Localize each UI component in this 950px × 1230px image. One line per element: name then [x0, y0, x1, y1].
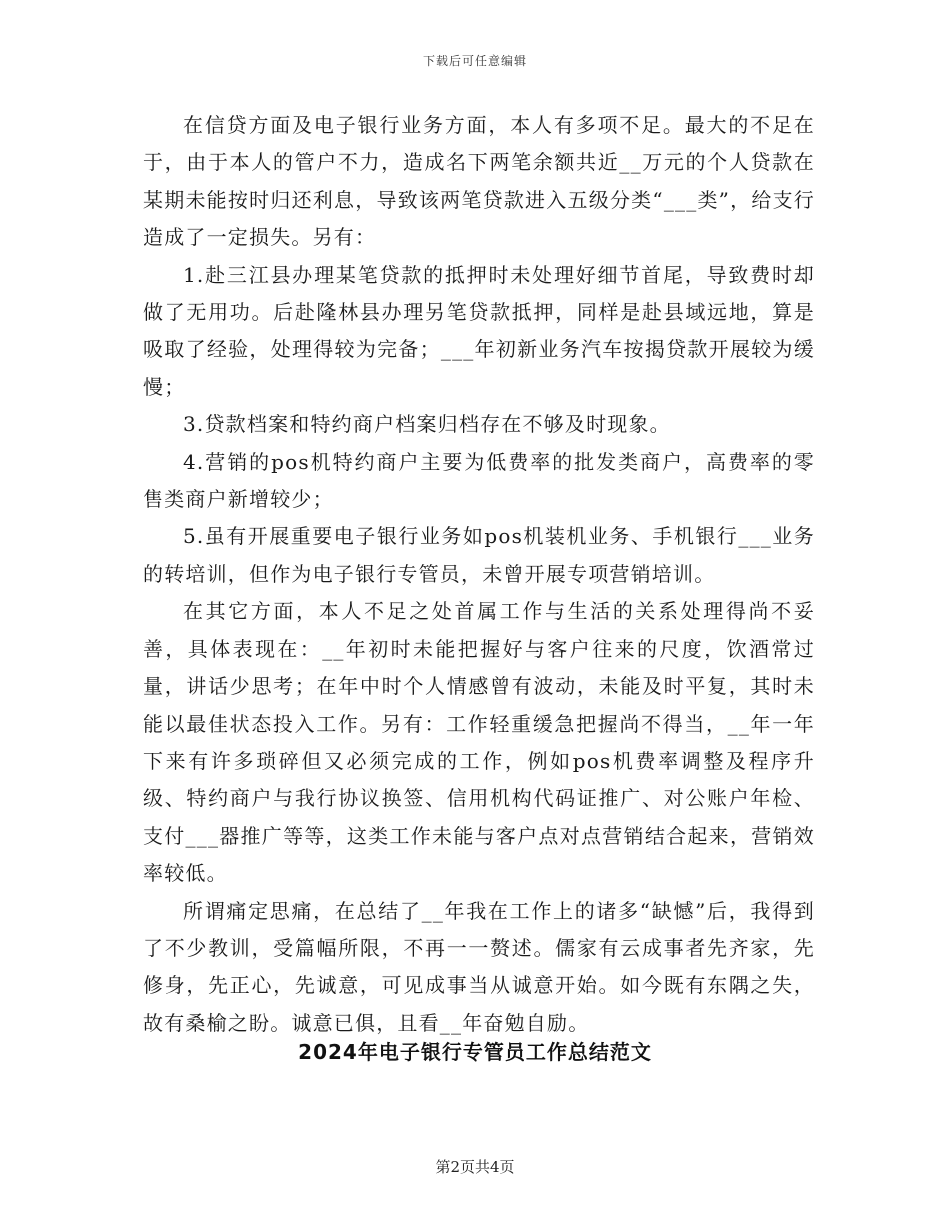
- document-body: [143, 107, 815, 1042]
- paragraph: 1.赴三江县办理某笔贷款的抵押时未处理好细节首尾，导致费时却做了无用功。后赴隆林县办理另笔贷款抵押，同样是赴县域远地，算是吸取了经验，处理得较为完备；___年初新业务汽车按揭贷款开展较为缓慢；: [143, 262, 815, 399]
- paragraph: 在信贷方面及电子银行业务方面，本人有多项不足。最大的不足在于，由于本人的管户不力，造成名下两笔余额共近__万元的个人贷款在某期未能按时归还利息，导致该两笔贷款进入五级分类“___类”，给支行造成了一定损失。另有：: [143, 113, 815, 250]
- paragraph: 所谓痛定思痛，在总结了__年我在工作上的诸多“缺憾”后，我得到了不少教训，受篇幅所限，不再一一赘述。儒家有云成事者先齐家，先修身，先正心，先诚意，可见成事当从诚意开始。如今既有东隅之失，故有桑榆之盼。诚意已俱，且看__年奋勉自励。: [143, 898, 815, 1035]
- paragraph: 4.营销的pos机特约商户主要为低费率的批发类商户，高费率的零售类商户新增较少；: [143, 449, 815, 512]
- document-title: 2024年电子银行专管员工作总结范文: [298, 1040, 652, 1064]
- paragraph: 5.虽有开展重要电子银行业务如pos机装机业务、手机银行___业务的转培训，但作为电子银行专管员，未曾开展专项营销培训。: [143, 524, 815, 586]
- page-number: 第2页共4页: [435, 1158, 515, 1176]
- paragraph: 3.贷款档案和特约商户档案归档存在不够及时现象。: [183, 412, 671, 437]
- paragraph: 在其它方面，本人不足之处首属工作与生活的关系处理得尚不妥善，具体表现在：__年初时未能把握好与客户往来的尺度，饮酒常过量，讲话少思考；在年中时个人情感曾有波动，未能及时平复，其时未能以最佳状态投入工作。另有：工作轻重缓急把握尚不得当，__年一年下来有许多琐碎但又必须完成的工作，例如pos机费率调整及程序升级、特约商户与我行协议换签、信用机构代码证推广、对公账户年检、支付___器推广等等，这类工作未能与客户点对点营销结合起来，营销效率较低。: [143, 599, 815, 886]
- header-note: 下载后可任意编辑: [422, 54, 527, 68]
